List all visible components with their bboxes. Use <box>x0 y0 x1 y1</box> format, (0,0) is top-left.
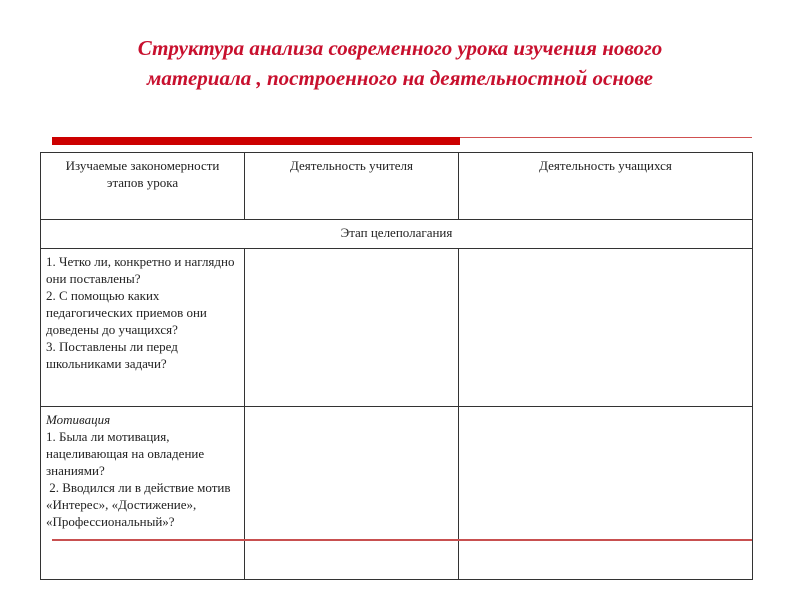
header-cell: Деятельность учащихся <box>459 153 753 220</box>
list-item: 2. Вводился ли в действие мотив «Интерес», «Достижение», «Профессиональный»? <box>46 480 234 529</box>
header-cell: Деятельность учителя <box>245 153 459 220</box>
stage-row <box>41 220 753 249</box>
header-row <box>41 153 753 220</box>
criteria-cell <box>41 407 245 580</box>
list-item: 3. Поставлены ли перед школьниками задачи? <box>46 339 178 371</box>
title-line-2: материала , построенного на деятельностной основе <box>147 66 653 90</box>
student-cell <box>459 249 753 407</box>
decorative-red-line <box>52 539 752 541</box>
slide-title <box>40 33 760 93</box>
row-heading: Мотивация <box>46 412 111 427</box>
list-item: 1. Была ли мотивация, нацеливающая на овладение знаниями? <box>46 429 205 478</box>
list-item: 1. Четко ли, конкретно и наглядно они поставлены? <box>46 254 235 286</box>
teacher-cell <box>245 249 459 407</box>
table-row <box>41 249 753 407</box>
teacher-cell <box>245 407 459 580</box>
analysis-table <box>40 152 753 580</box>
decorative-thin-line <box>460 137 752 138</box>
criteria-cell <box>41 249 245 407</box>
student-cell <box>459 407 753 580</box>
title-line-1: Структура анализа современного урока изучения нового <box>137 36 663 60</box>
list-item: 2. С помощью каких педагогических приемов они доведены до учащихся? <box>46 288 207 337</box>
header-cell: Изучаемые закономерности этапов урока <box>41 153 245 220</box>
stage-cell: Этап целеполагания <box>41 220 753 249</box>
table-row <box>41 407 753 580</box>
decorative-red-bar <box>52 137 460 145</box>
